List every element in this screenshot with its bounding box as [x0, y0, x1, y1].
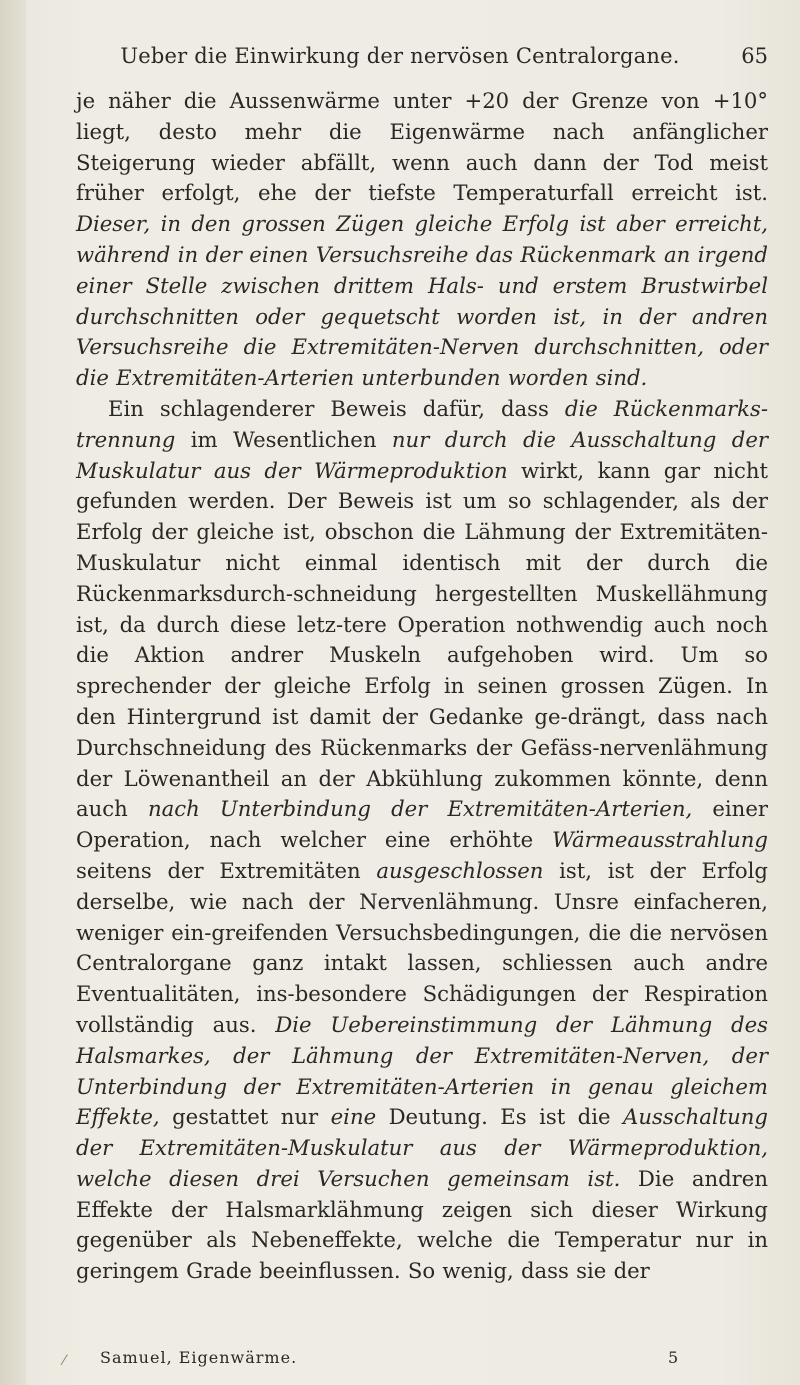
paragraph-2-text-8: Deutung. Es ist die: [376, 1104, 624, 1130]
running-title: Ueber die Einwirkung der nervösen Centralorgane.: [120, 44, 680, 68]
paragraph-2-italic-4: Wärmeausstrahlung: [552, 827, 768, 853]
sheet-number: 5: [668, 1348, 679, 1367]
body-text: [76, 86, 768, 1287]
paragraph-2: [76, 394, 768, 1287]
paragraph-2-italic-7: eine: [330, 1104, 377, 1130]
paragraph-2-italic-8: Ausschaltung der Extremitäten-Muskulatur aus der Wärmeproduktion, welche diesen drei Versuchen gemeinsam ist.: [76, 1104, 768, 1191]
paragraph-2-italic-5: ausgeschlossen: [376, 857, 544, 883]
page-number: 65: [741, 44, 768, 68]
paragraph-2-italic-6: Die Uebereinstimmung der Lähmung des Halsmarkes, der Lähmung der Extremitäten-Nerven, der Unterbindung der Extremitäten-Arterien in genau gleichem Effekte,: [76, 1011, 768, 1130]
paragraph-1: [76, 86, 768, 394]
paragraph-1-text: je näher die Aussenwärme unter +20 der Grenze von +10° liegt, desto mehr die Eigenwärme nach anfänglicher Steigerung wieder abfällt, wenn auch dann der Tod meist früher erfolgt, ehe der tiefste Temperaturfall erreicht ist.: [76, 88, 768, 206]
paragraph-2-text-9: Die andren Effekte der Halsmarklähmung zeigen sich dieser Wirkung gegenüber als Nebeneffekte, welche die Temperatur nur in geringem Grade beeinflussen. So wenig, dass sie der: [76, 1165, 768, 1284]
printer-signature: Samuel, Eigenwärme.: [100, 1348, 298, 1367]
paragraph-2-text-6: ist, ist der Erfolg derselbe, wie nach der Nervenlähmung. Unsre einfacheren, weniger ein-greifenden Versuchsbedingungen, die die nervösen Centralorgane ganz intakt lassen, schliessen auch andre Eventualitäten, ins-besondere Schädigungen der Respiration vollständig aus.: [76, 857, 768, 1037]
margin-mark: ⁄: [63, 1353, 66, 1369]
paragraph-2-text-4: einer Operation, nach welcher eine erhöhte: [76, 796, 768, 853]
paragraph-2-text-7: gestattet nur: [159, 1104, 331, 1130]
paragraph-2-text-1: Ein schlagenderer Beweis dafür, dass: [108, 395, 565, 421]
paragraph-2-text-2: im Wesentlichen: [175, 426, 392, 452]
paragraph-2-italic-2: nur durch die Ausschaltung der Muskulatur aus der Wärmeproduktion: [76, 426, 768, 483]
paragraph-1-italic: Dieser, in den grossen Zügen gleiche Erfolg ist aber erreicht, während in der einen Versuchsreihe das Rückenmark an irgend einer Stelle zwischen drittem Hals- und erstem Brustwirbel durchschnitten oder gequetscht worden ist, in der andren Versuchsreihe die Extremitäten-Nerven durchschnitten, oder die Extremitäten-Arterien unterbunden worden sind.: [76, 211, 768, 391]
paragraph-2-text-5: seitens der Extremitäten: [76, 857, 377, 883]
signature-line: [76, 1348, 768, 1372]
paragraph-2-text-3: wirkt, kann gar nicht gefunden werden. Der Beweis ist um so schlagender, als der Erfolg der gleiche ist, obschon die Lähmung der Extremitäten-Muskulatur nicht einmal identisch mit der durch die Rückenmarksdurch-schneidung hergestellten Muskellähmung ist, da durch diese letz-tere Operation nothwendig auch noch die Aktion andrer Muskeln aufgehoben wird. Um so sprechender der gleiche Erfolg in seinen grossen Zügen. In den Hintergrund ist damit der Gedanke ge-drängt, dass nach Durchschneidung des Rückenmarks der Gefäss-nervenlähmung der Löwenantheil an der Abkühlung zukommen könnte, denn auch: [76, 457, 768, 822]
binding-gutter: [0, 0, 26, 1385]
paragraph-2-italic-3: nach Unterbindung der Extremitäten-Arterien,: [147, 796, 693, 822]
paragraph-2-italic-1: die Rückenmarks-trennung: [76, 395, 768, 452]
page-header: [120, 44, 768, 74]
